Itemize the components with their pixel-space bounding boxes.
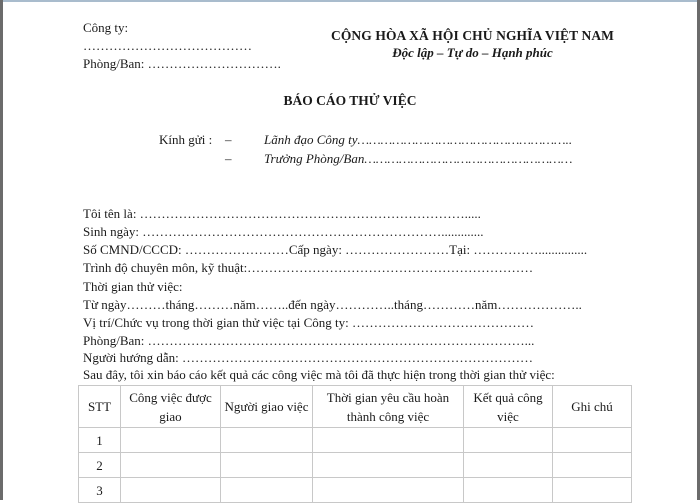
addressee-dash-2: – — [225, 151, 232, 166]
motto: Độc lập – Tự do – Hạnh phúc — [392, 45, 553, 60]
report-intro: Sau đây, tôi xin báo cáo kết quả các công việc mà tôi đã thực hiện trong thời gian thử việc: — [83, 367, 555, 382]
column-header-result: Kết quả công việc — [464, 386, 553, 428]
field-position: Vị trí/Chức vụ trong thời gian thử việc tại Công ty: …………………………………… — [83, 315, 535, 330]
addressee-recipient-1: Lãnh đạo Công ty……………………………………………….. — [264, 132, 573, 147]
addressee-dash-1: – — [225, 132, 232, 147]
cell-notes — [553, 478, 632, 503]
cell-notes — [553, 453, 632, 478]
table-row — [79, 453, 632, 478]
field-full-name: Tôi tên là: …………………………………………………………………..... — [83, 206, 481, 221]
cell-assigned-work — [121, 478, 221, 503]
cell-assigner — [221, 478, 313, 503]
work-report-table — [78, 385, 632, 503]
column-header-assigned-work: Công việc được giao — [121, 386, 221, 428]
cell-deadline — [313, 453, 464, 478]
field-mentor: Người hướng dẫn: ……………………………………………………………………… — [83, 350, 533, 365]
cell-assigner — [221, 453, 313, 478]
company-dots: ………………………………… — [83, 38, 252, 53]
page-left-edge — [0, 0, 3, 500]
cell-deadline — [313, 478, 464, 503]
department-label: Phòng/Ban: …………………………. — [83, 56, 281, 71]
column-header-notes: Ghi chú — [553, 386, 632, 428]
column-header-stt: STT — [79, 386, 121, 428]
cell-assigned-work — [121, 428, 221, 453]
cell-result — [464, 453, 553, 478]
field-qualification: Trình độ chuyên môn, kỹ thuật:………………………………………………………… — [83, 260, 534, 275]
cell-deadline — [313, 428, 464, 453]
cell-stt: 3 — [79, 478, 121, 503]
field-probation-period-label: Thời gian thử việc: — [83, 279, 183, 294]
cell-assigned-work — [121, 453, 221, 478]
cell-result — [464, 478, 553, 503]
company-label: Công ty: — [83, 20, 129, 35]
table-row — [79, 428, 632, 453]
field-birth-date: Sinh ngày: ……………………………………………………………............. — [83, 224, 484, 239]
cell-stt: 2 — [79, 453, 121, 478]
field-probation-dates: Từ ngày………tháng………năm……..đến ngày…………..tháng…………năm……………….. — [83, 297, 582, 312]
cell-result — [464, 428, 553, 453]
field-department: Phòng/Ban: ……………………………………………………………………………... — [83, 333, 535, 348]
addressee-label: Kính gửi : — [159, 132, 213, 147]
cell-assigner — [221, 428, 313, 453]
column-header-deadline: Thời gian yêu cầu hoàn thành công việc — [313, 386, 464, 428]
page-title: BÁO CÁO THỬ VIỆC — [283, 93, 417, 108]
page-top-edge — [0, 0, 700, 2]
addressee-recipient-2: Trưởng Phòng/Ban……………………………………………… — [264, 151, 573, 166]
cell-notes — [553, 428, 632, 453]
table-row — [79, 478, 632, 503]
table-header-row — [79, 386, 632, 428]
cell-stt: 1 — [79, 428, 121, 453]
field-id-number: Số CMND/CCCD: ……………………Cấp ngày: ……………………Tại: ……………............... — [83, 242, 588, 257]
column-header-assigner: Người giao việc — [221, 386, 313, 428]
nation-heading: CỘNG HÒA XÃ HỘI CHỦ NGHĨA VIỆT NAM — [330, 28, 615, 43]
